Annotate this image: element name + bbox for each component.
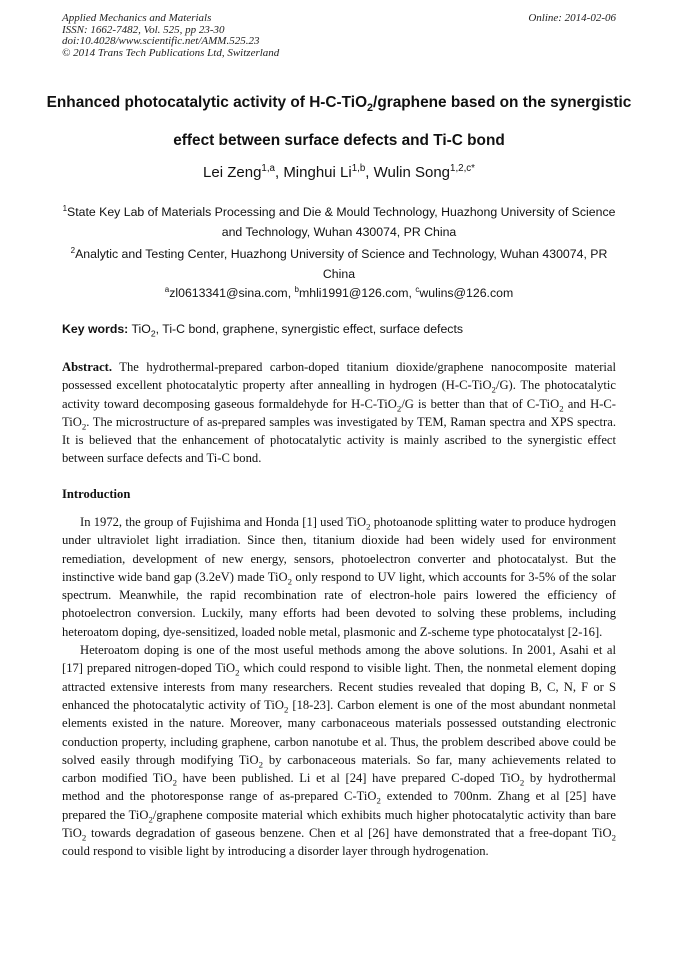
keywords: Key words: TiO$_2$, Ti-C bond, graphene, synergistic effect, surface defects <box>62 322 464 339</box>
issn-line: ISSN: 1662-7482, Vol. 525, pp 23-30 <box>62 23 225 36</box>
email-line: $^a$zl0613341@sina.com, $^b$mhli1991@126.com, $^c$wulins@126.com <box>164 284 514 300</box>
abstract: Abstract. The hydrothermal-prepared carbon-doped titanium dioxide/graphene nanocomposite material possessed excellent photocatalytic property after annealling in hydrogen (H-C-TiO$_2$/G). The photocatalytic activity toward decomposing gaseous formaldehyde for H-C-TiO$_2$/G is better than that of C-TiO$_2$ and H-C-TiO$_2$. The microstructure of as-prepared samples was investigated by TEM, Raman spectra and XPS spectra. It is believed that the enhancement of photocatalytic activity is mainly ascribed to the synergistic effect between surface defects and Ti-C bond. <box>62 360 616 466</box>
email-link[interactable]: wulins@126.com <box>419 286 514 300</box>
copyright-line: © 2014 Trans Tech Publications Ltd, Switzerland <box>62 46 280 59</box>
author-name: Minghui Li <box>283 164 352 181</box>
email-link[interactable]: zl0613341@sina.com <box>169 286 288 300</box>
email-link[interactable]: mhli1991@126.com <box>298 286 409 300</box>
section-heading: Introduction <box>62 487 131 501</box>
doi-line: doi:10.4028/www.scientific.net/AMM.525.23 <box>62 35 260 48</box>
affiliation-1: $^1$State Key Lab of Materials Processing and Die & Mould Technology, Huazhong University of Science and Technology, Wuhan 430074, PR China <box>62 203 616 239</box>
paragraph: In 1972, the group of Fujishima and Honda [1] used TiO$_2$ photoanode splitting water to produce hydrogen under ultraviolet light irradiation. Since then, titanium dioxide had been widely used for environment remediation, development of new energy, sensors, photoelectron converter and photocatalyst. But the instinctive wide band gap (3.2eV) made TiO$_2$ only respond to UV light, which accounts for 3-5% of the solar spectrum. Meanwhile, the rapid recombination rate of electron-hole pairs lowered the efficiency of photoelectron conversion. Luckily, many efforts had been devoted to solving these problems, including heteroatom doping, dye-sensitized, loaded noble metal, plasmonic and Z-scheme type photocatalyst [2-16]. <box>62 515 617 639</box>
introduction-body <box>62 513 616 861</box>
paragraph: Heteroatom doping is one of the most useful methods among the above solutions. In 2001, Asahi et al [17] prepared nitrogen-doped TiO$_2$ which could respond to visible light. Then, the nonmetal element doping attracted extensive interests from many researchers. Recent studies revealed that doping B, C, N, F or S enhanced the photocatalytic activity of TiO$_2$ [18-23]. Carbon element is one of the most abundant nonmetal elements existed in the nature. Moreover, many carbonaceous materials possessed outstanding electronic conduction property, including graphene, carbon nanotube et al. Thus, the problem described above could be solved easily through modifying TiO$_2$ by carbonaceous materials. So far, many achievements related to carbon modified TiO$_2$ have been published. Li et al [24] have prepared C-doped TiO$_2$ by hydrothermal method and the photoresponse range of as-prepared C-TiO$_2$ extended to 700nm. Zhang et al [25] have prepared the TiO$_2$/graphene composite material which exhibits much higher photocatalytic activity than bare TiO$_2$ towards degradation of gaseous benzene. Chen et al [26] have demonstrated that a free-dopant TiO$_2$ could respond to visible light by introducing a disorder layer through hydrogenation. <box>62 643 616 859</box>
affiliation-2: $^2$Analytic and Testing Center, Huazhong University of Science and Technology, Wuhan 430074, PR China <box>70 245 608 281</box>
author-name: Wulin Song <box>373 164 451 181</box>
author-list: Lei Zeng$^{1,a}$, Minghui Li$^{1,b}$, Wulin Song$^{1,2,c*}$ <box>203 163 475 181</box>
online-date: Online: 2014-02-06 <box>528 12 616 24</box>
author-name: Lei Zeng <box>203 164 262 181</box>
journal-name: Applied Mechanics and Materials <box>62 12 212 24</box>
keywords-label: Key words: <box>62 322 129 336</box>
page-header <box>62 13 616 59</box>
abstract-label: Abstract. <box>62 360 113 374</box>
paper-title: Enhanced photocatalytic activity of H-C-TiO$_2$/graphene based on the synergistic effect between surface defects and Ti-C bond <box>46 94 632 149</box>
